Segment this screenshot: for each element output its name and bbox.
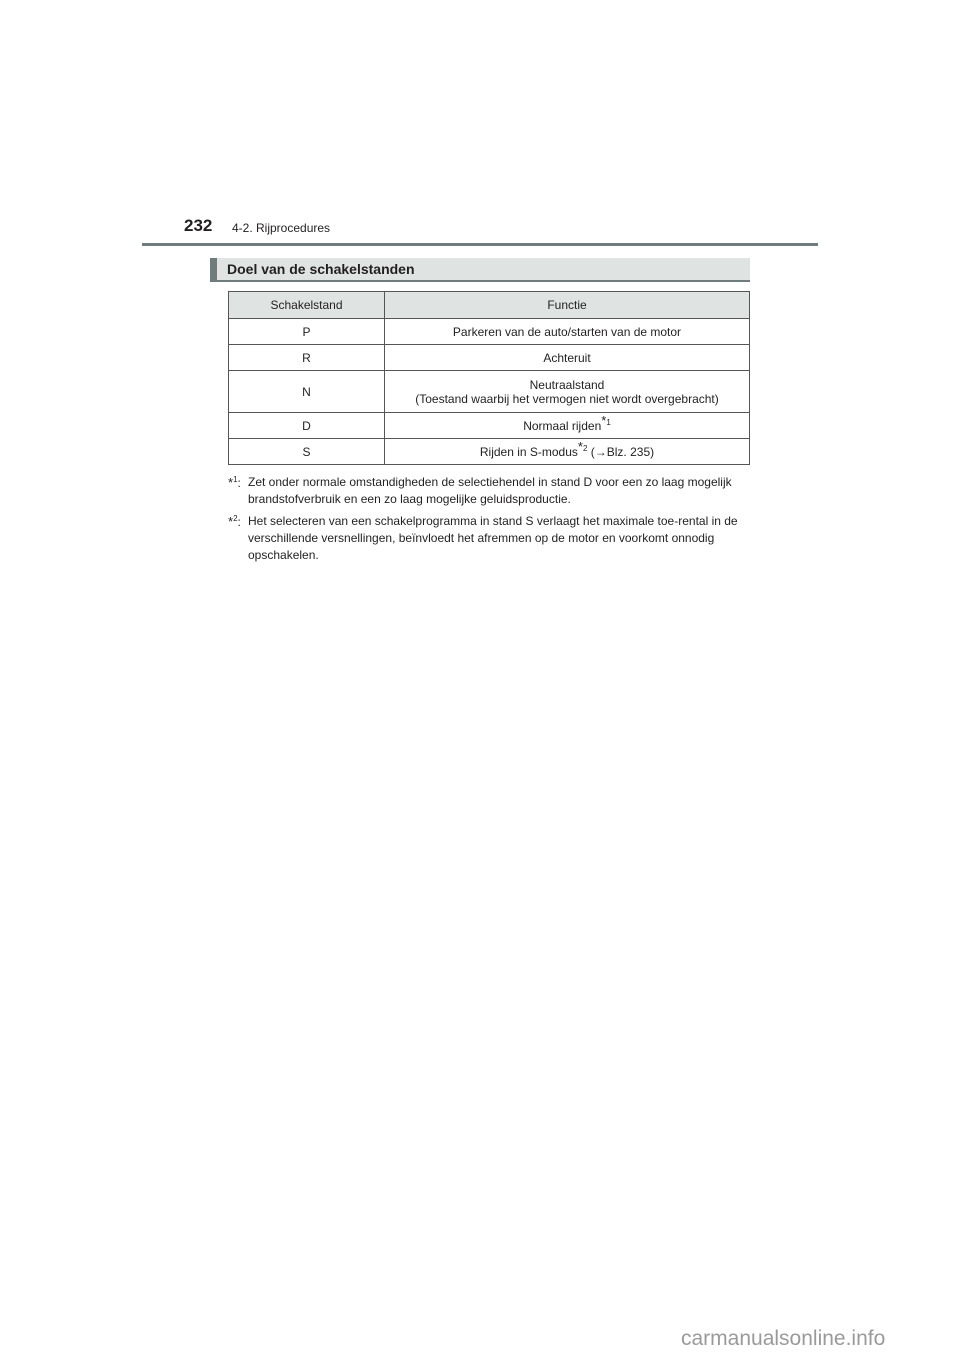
table-row [229,319,750,345]
footnote-marker: *$^1$: [228,475,241,490]
footnote-1 [228,474,750,508]
arrow-right-icon: → [594,444,607,459]
function-cell [385,413,750,439]
page-number: 232 [184,216,213,235]
column-header-position: Schakelstand [229,292,385,319]
function-text: Normaal rijden [523,418,602,433]
gear-positions-table [228,291,750,465]
footnote-2 [228,513,750,564]
table-row [229,439,750,465]
footnote-marker: *$^2$: [228,514,241,529]
table-header-row [229,292,750,319]
position-cell: R [229,345,385,371]
asterisk-icon: * [228,475,234,490]
function-line-2: (Toestand waarbij het vermogen niet wordt overgebracht) [415,391,719,406]
footnote-text: Het selecteren van een schakelprogramma in stand S verlaagt het maximale toe-rental in de verschillende versnellingen, beïnvloedt het afremmen op de motor en voorkomt onnodig opschakelen. [248,514,738,562]
chapter-title: 4-2. Rijprocedures [232,221,331,235]
function-cell: Rijden in S-modus$^{*2}$ (→Blz. 235) [385,439,750,465]
section-heading [210,258,750,282]
footnote-text: Zet onder normale omstandigheden de selectiehendel in stand D voor een zo laag mogelijk brandstofverbruik en een zo laag mogelijke geluidsproductie. [248,475,732,506]
table-row [229,371,750,413]
footnote-reference: *1 [601,412,611,428]
function-text: Rijden in S-modus [479,444,578,459]
asterisk-icon: * [601,412,607,428]
table-row [229,345,750,371]
position-cell: P [229,319,385,345]
function-cell: Achteruit [385,345,750,371]
function-cell [385,371,750,413]
asterisk-icon: * [228,514,234,529]
position-cell: N [229,371,385,413]
table-row [229,413,750,439]
watermark: carmanualsonline.info [681,1327,886,1350]
asterisk-icon: * [577,438,583,454]
page-reference-link[interactable]: Blz. 235 [606,444,651,459]
column-header-function: Functie [385,292,750,319]
function-line-1: Neutraalstand [529,377,605,392]
footnote-reference: *2 [577,438,588,454]
position-cell: D [229,413,385,439]
position-cell: S [229,439,385,465]
header-divider [142,243,818,246]
section-title: Doel van de schakelstanden [227,261,415,277]
footnotes [228,474,750,569]
function-cell: Parkeren van de auto/starten van de motor [385,319,750,345]
